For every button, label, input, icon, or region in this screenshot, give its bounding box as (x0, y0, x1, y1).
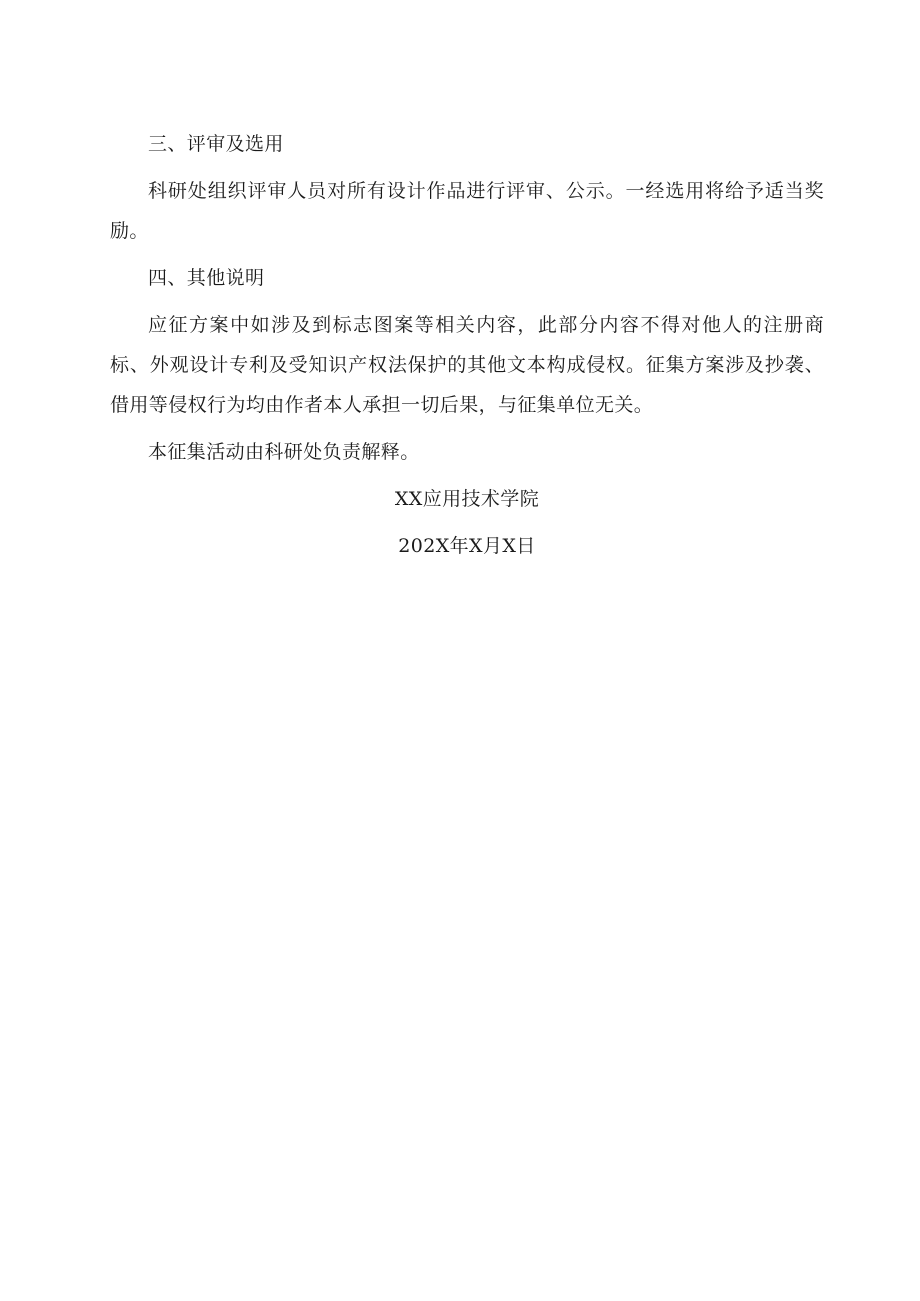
section-4-paragraph-1: 应征方案中如涉及到标志图案等相关内容，此部分内容不得对他人的注册商标、外观设计专利及受知识产权法保护的其他文本构成侵权。征集方案涉及抄袭、借用等侵权行为均由作者本人承担一切后果，与征集单位无关。 (110, 314, 824, 416)
section-3-heading: 三、评审及选用 (148, 133, 284, 155)
document-page (110, 124, 824, 573)
section-4-paragraph-2: 本征集活动由科研处负责解释。 (148, 441, 420, 463)
signature-organization: XX应用技术学院 (394, 488, 540, 510)
section-3-paragraph: 科研处组织评审人员对所有设计作品进行评审、公示。一经选用将给予适当奖励。 (110, 180, 824, 242)
signature-date: 202X年X月X日 (398, 535, 536, 557)
section-4-heading: 四、其他说明 (148, 267, 265, 289)
